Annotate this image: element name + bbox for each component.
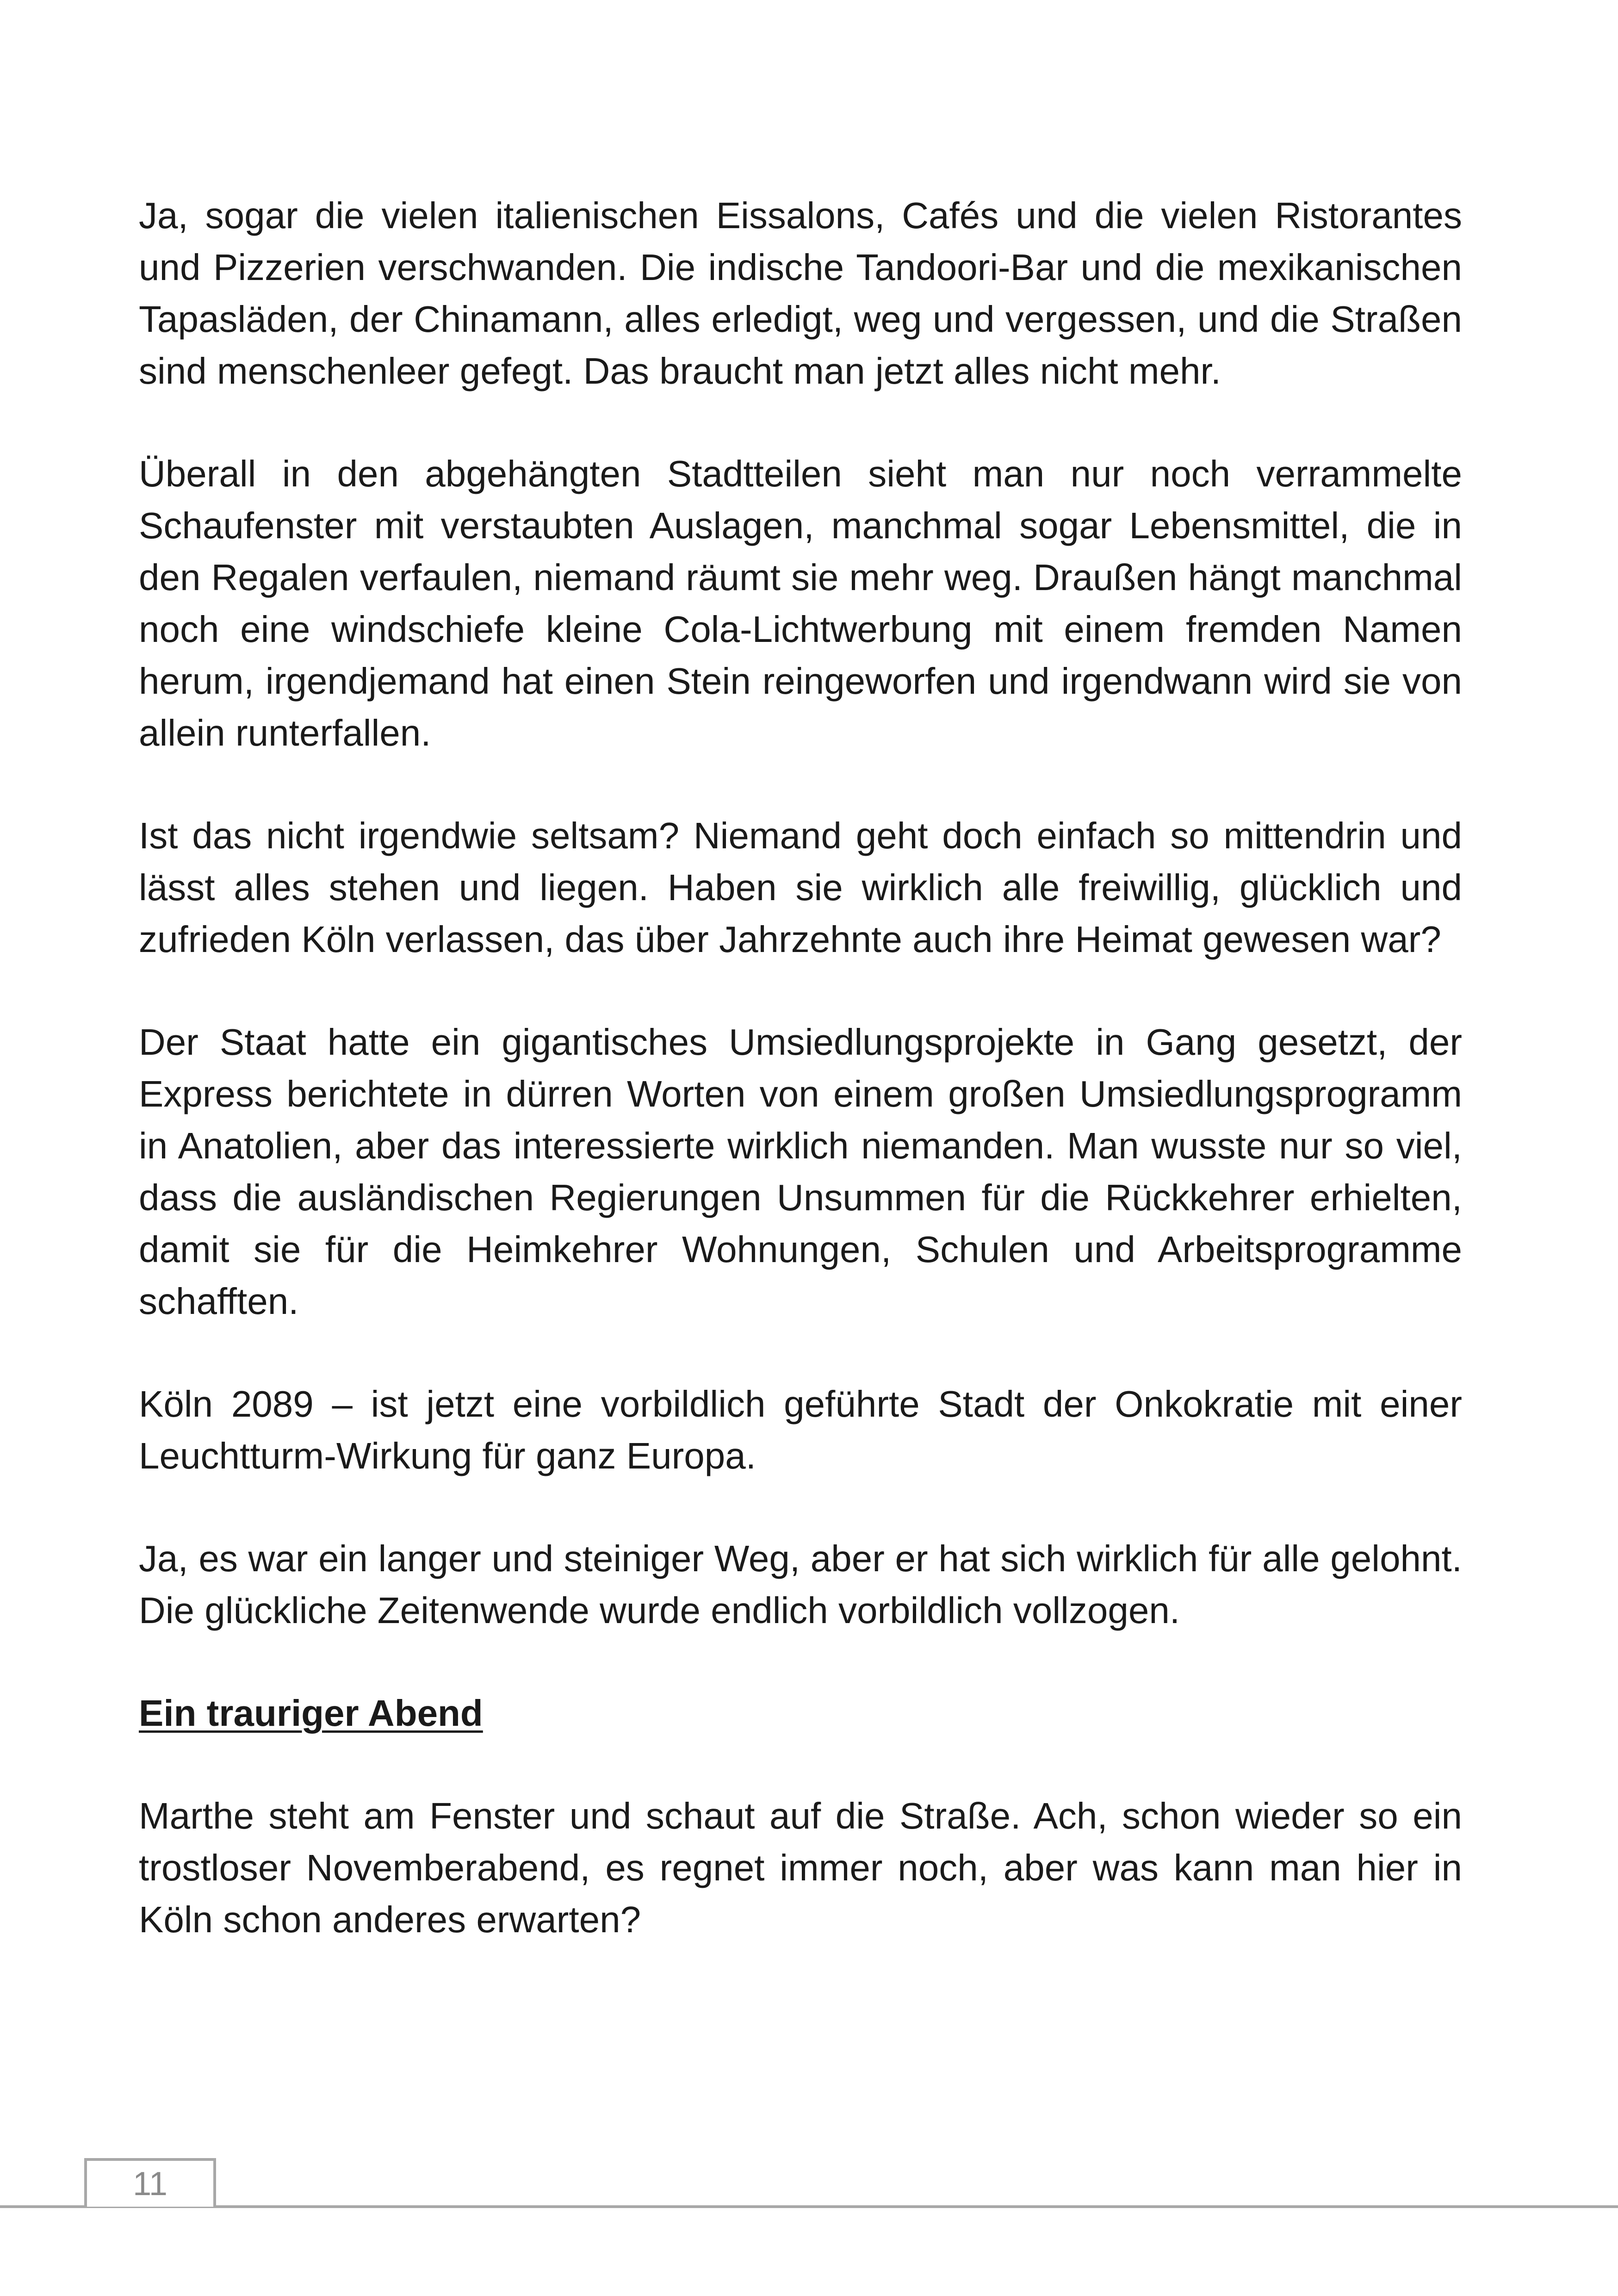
paragraph-6: Ja, es war ein langer und steiniger Weg, aber er hat sich wirklich für alle gelohnt. Die glückliche Zeitenwende wurde endlich vorbildlich vollzogen. bbox=[139, 1538, 1462, 1631]
paragraph-3: Ist das nicht irgendwie seltsam? Niemand geht doch einfach so mittendrin und lässt alles stehen und liegen. Haben sie wirklich alle freiwillig, glücklich und zufrieden Köln verlassen, das über Jahrzehnte auch ihre Heimat gewesen war? bbox=[139, 815, 1462, 960]
paragraph-1: Ja, sogar die vielen italienischen Eissalons, Cafés und die vielen Ristorantes und Pizzerien verschwanden. Die indische Tandoori-Bar und die mexikanischen Tapasläden, der Chinamann, alles erledigt, weg und vergessen, und die Straßen sind menschenleer gefegt. Das braucht man jetzt alles nicht mehr. bbox=[139, 195, 1462, 392]
paragraph-5: Köln 2089 – ist jetzt eine vorbildlich geführte Stadt der Onkokratie mit einer Leuchtturm-Wirkung für ganz Europa. bbox=[139, 1383, 1462, 1476]
page-body bbox=[139, 190, 1462, 1997]
footer-rule bbox=[0, 2205, 1618, 2208]
section-heading: Ein trauriger Abend bbox=[139, 1692, 483, 1734]
paragraph-4: Der Staat hatte ein gigantisches Umsiedlungsprojekte in Gang gesetzt, der Express berichtete in dürren Worten von einem großen Umsiedlungsprogramm in Anatolien, aber das interessierte wirklich niemanden. Man wusste nur so viel, dass die ausländischen Regierungen Unsummen für die Rückkehrer erhielten, damit sie für die Heimkehrer Wohnungen, Schulen und Arbeitsprogramme schafften. bbox=[139, 1021, 1462, 1322]
paragraph-2: Überall in den abgehängten Stadtteilen sieht man nur noch verrammelte Schaufenster mit verstaubten Auslagen, manchmal sogar Lebensmittel, die in den Regalen verfaulen, niemand räumt sie mehr weg. Draußen hängt manchmal noch eine windschiefe kleine Cola-Lichtwerbung mit einem fremden Namen herum, irgendjemand hat einen Stein reingeworfen und irgendwann wird sie von allein runterfallen. bbox=[139, 453, 1462, 753]
page-number-box bbox=[84, 2158, 216, 2207]
section-paragraph-1: Marthe steht am Fenster und schaut auf die Straße. Ach, schon wieder so ein trostloser Novemberabend, es regnet immer noch, aber was kann man hier in Köln schon anderes erwarten? bbox=[139, 1795, 1462, 1940]
page-number: 11 bbox=[133, 2165, 167, 2203]
